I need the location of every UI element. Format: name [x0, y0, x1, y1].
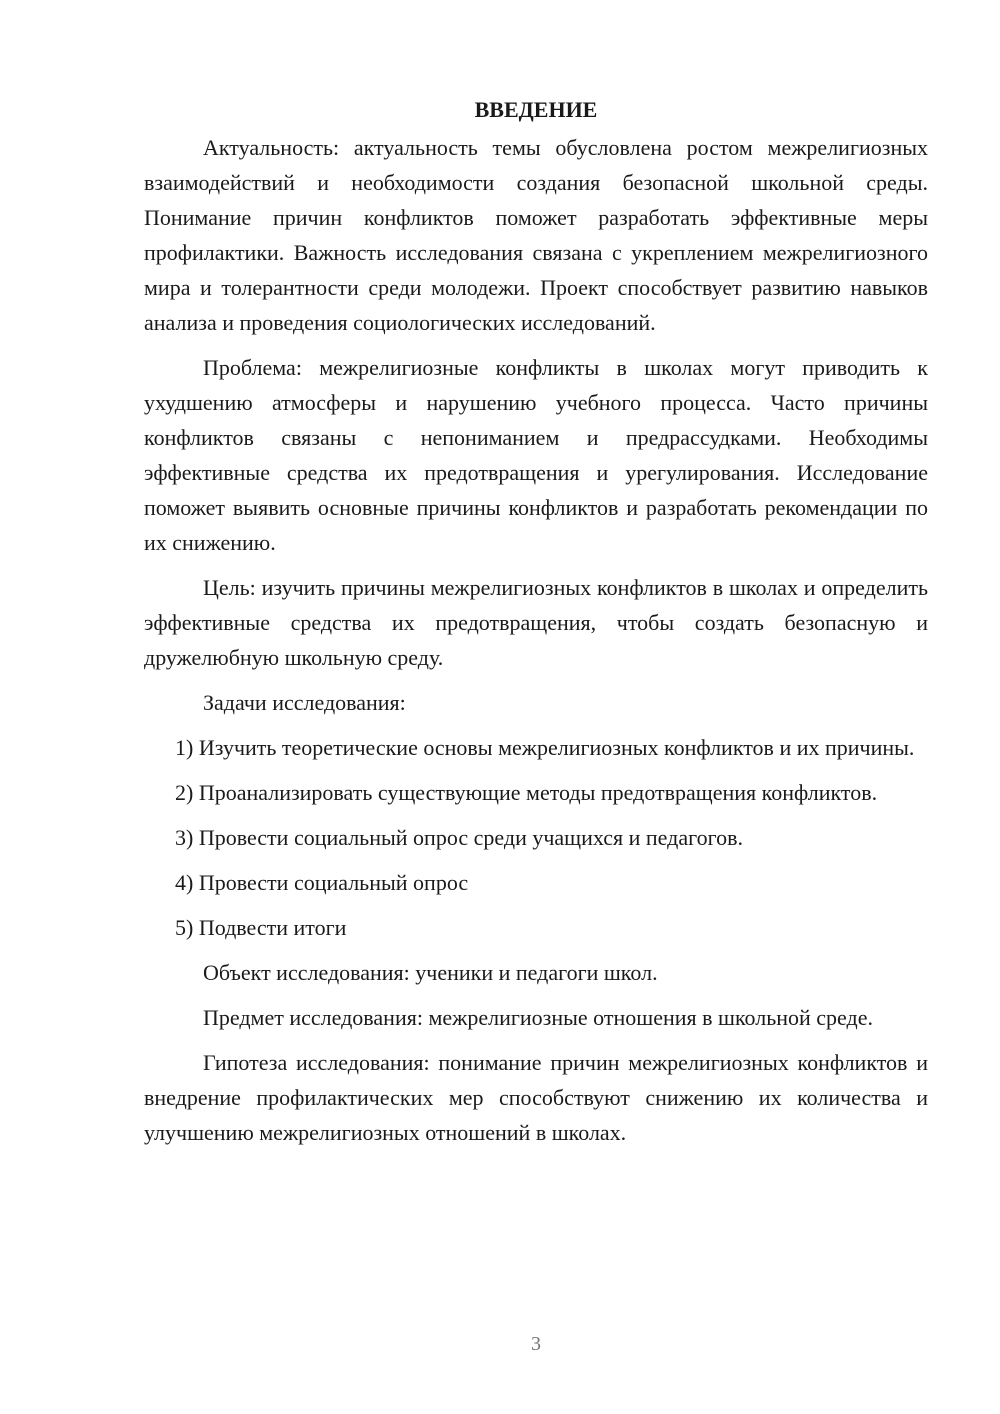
section-heading: ВВЕДЕНИЕ — [474, 97, 598, 122]
subject-paragraph: Предмет исследования: межрелигиозные отношения в школьной среде. — [203, 1005, 873, 1030]
object-paragraph: Объект исследования: ученики и педагоги школ. — [203, 960, 658, 985]
task-item-3: 3) Провести социальный опрос среди учащихся и педагогов. — [175, 825, 743, 850]
hypothesis-paragraph: Гипотеза исследования: понимание причин межрелигиозных конфликтов и внедрение профилактических мер способствуют снижению их количества и улучшению межрелигиозных отношений в школах. — [144, 1050, 928, 1145]
task-item-1: 1) Изучить теоретические основы межрелигиозных конфликтов и их причины. — [175, 735, 915, 760]
document-page — [144, 92, 928, 1160]
relevance-paragraph: Актуальность: актуальность темы обусловлена ростом межрелигиозных взаимодействий и необходимости создания безопасной школьной среды. Понимание причин конфликтов поможет разработать эффективные меры профилактики. Важность исследования связана с укреплением межрелигиозного мира и толерантности среди молодежи. Проект способствует развитию навыков анализа и проведения социологических исследований. — [144, 135, 928, 335]
task-item-4: 4) Провести социальный опрос — [175, 870, 469, 895]
task-item-5: 5) Подвести итоги — [175, 915, 347, 940]
task-item-2: 2) Проанализировать существующие методы предотвращения конфликтов. — [175, 780, 878, 805]
tasks-title: Задачи исследования: — [203, 690, 406, 715]
page-number: 3 — [531, 1333, 541, 1355]
problem-paragraph: Проблема: межрелигиозные конфликты в школах могут приводить к ухудшению атмосферы и нарушению учебного процесса. Часто причины конфликтов связаны с непониманием и предрассудками. Необходимы эффективные средства их предотвращения и урегулирования. Исследование поможет выявить основные причины конфликтов и разработать рекомендации по их снижению. — [144, 355, 928, 555]
goal-paragraph: Цель: изучить причины межрелигиозных конфликтов в школах и определить эффективные средства их предотвращения, чтобы создать безопасную и дружелюбную школьную среду. — [144, 575, 928, 670]
